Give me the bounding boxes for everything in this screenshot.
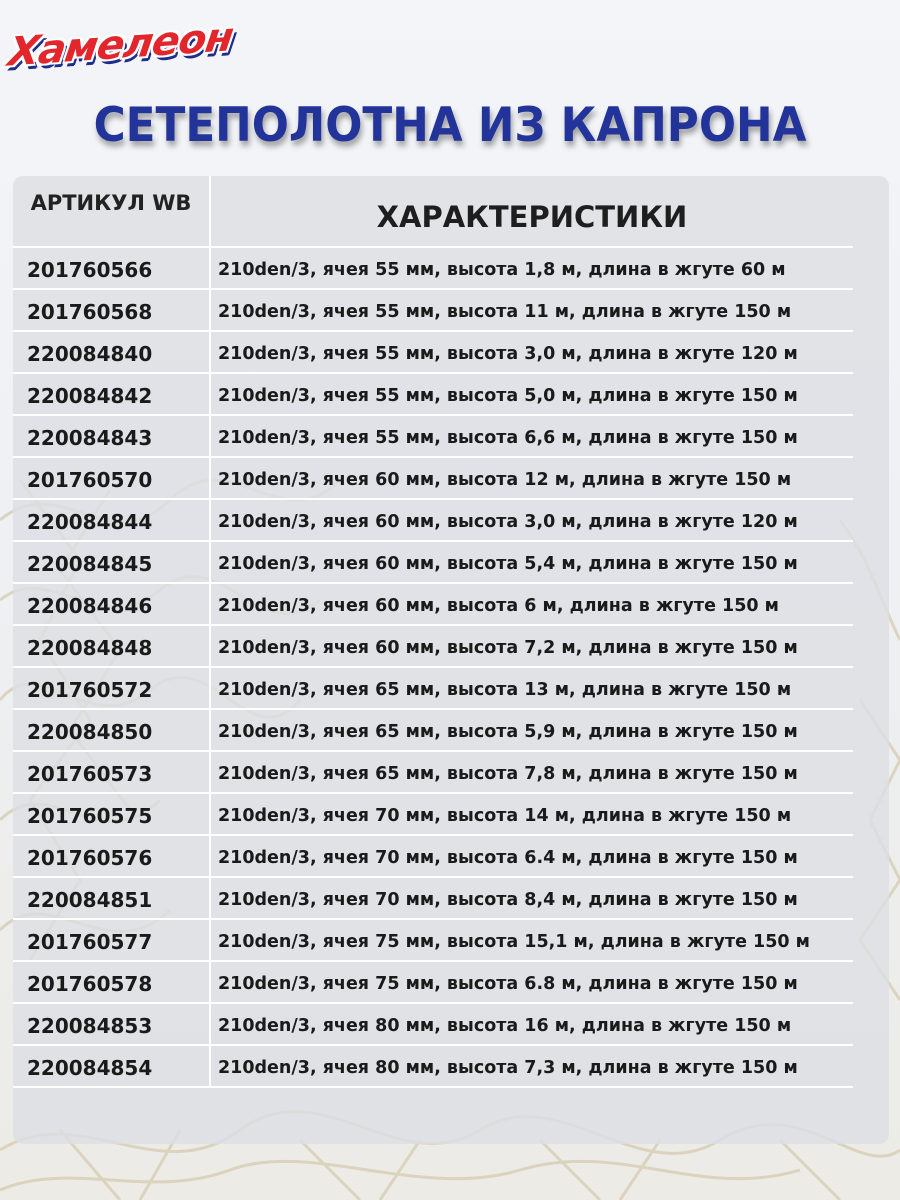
row-column-divider <box>209 836 211 876</box>
table-row <box>13 962 889 1004</box>
article-cell: 201760572 <box>27 678 153 702</box>
characteristics-cell: 210den/3, ячея 70 мм, высота 14 м, длина в жгуте 150 м <box>218 806 792 826</box>
brand-logo: Хамелеон <box>5 14 236 76</box>
article-cell: 201760577 <box>27 930 153 954</box>
table-row <box>13 668 889 710</box>
article-cell: 201760578 <box>27 972 153 996</box>
characteristics-cell: 210den/3, ячея 80 мм, высота 16 м, длина в жгуте 150 м <box>218 1016 792 1036</box>
characteristics-cell: 210den/3, ячея 55 мм, высота 1,8 м, длина в жгуте 60 м <box>218 260 786 280</box>
page-title: СЕТЕПОЛОТНА ИЗ КАПРОНА <box>93 98 807 153</box>
column-header-characteristics: ХАРАКТЕРИСТИКИ <box>376 200 688 234</box>
row-column-divider <box>209 1046 211 1086</box>
row-column-divider <box>209 794 211 834</box>
row-column-divider <box>209 668 211 708</box>
table-row <box>13 584 889 626</box>
article-cell: 220084854 <box>27 1056 153 1080</box>
article-cell: 201760570 <box>27 468 153 492</box>
article-cell: 220084851 <box>27 888 153 912</box>
characteristics-cell: 210den/3, ячея 60 мм, высота 7,2 м, длина в жгуте 150 м <box>218 638 798 658</box>
row-column-divider <box>209 416 211 456</box>
article-cell: 220084853 <box>27 1014 153 1038</box>
article-cell: 220084840 <box>27 342 153 366</box>
row-column-divider <box>209 500 211 540</box>
characteristics-cell: 210den/3, ячея 60 мм, высота 5,4 м, длина в жгуте 150 м <box>218 554 798 574</box>
row-column-divider <box>209 290 211 330</box>
table-row <box>13 878 889 920</box>
characteristics-cell: 210den/3, ячея 60 мм, высота 6 м, длина в жгуте 150 м <box>218 596 779 616</box>
article-cell: 201760576 <box>27 846 153 870</box>
table-row <box>13 626 889 668</box>
table-row <box>13 794 889 836</box>
characteristics-cell: 210den/3, ячея 55 мм, высота 5,0 м, длина в жгуте 150 м <box>218 386 798 406</box>
row-column-divider <box>209 584 211 624</box>
table-row <box>13 458 889 500</box>
article-cell: 220084844 <box>27 510 153 534</box>
article-cell: 220084845 <box>27 552 153 576</box>
characteristics-cell: 210den/3, ячея 75 мм, высота 15,1 м, длина в жгуте 150 м <box>218 932 810 952</box>
characteristics-cell: 210den/3, ячея 60 мм, высота 3,0 м, длина в жгуте 120 м <box>218 512 798 532</box>
article-cell: 220084848 <box>27 636 153 660</box>
characteristics-cell: 210den/3, ячея 80 мм, высота 7,3 м, длина в жгуте 150 м <box>218 1058 798 1078</box>
characteristics-cell: 210den/3, ячея 55 мм, высота 3,0 м, длина в жгуте 120 м <box>218 344 798 364</box>
row-column-divider <box>209 1004 211 1044</box>
row-column-divider <box>209 542 211 582</box>
table-row <box>13 836 889 878</box>
characteristics-cell: 210den/3, ячея 75 мм, высота 6.8 м, длина в жгуте 150 м <box>218 974 798 994</box>
characteristics-cell: 210den/3, ячея 55 мм, высота 11 м, длина в жгуте 150 м <box>218 302 792 322</box>
table-row <box>13 248 889 290</box>
table-row <box>13 1004 889 1046</box>
article-cell: 201760568 <box>27 300 153 324</box>
table-row <box>13 710 889 752</box>
row-column-divider <box>209 710 211 750</box>
table-row <box>13 542 889 584</box>
characteristics-cell: 210den/3, ячея 65 мм, высота 7,8 м, длина в жгуте 150 м <box>218 764 798 784</box>
row-column-divider <box>209 752 211 792</box>
characteristics-cell: 210den/3, ячея 65 мм, высота 5,9 м, длина в жгуте 150 м <box>218 722 798 742</box>
characteristics-cell: 210den/3, ячея 65 мм, высота 13 м, длина в жгуте 150 м <box>218 680 792 700</box>
table-body <box>13 248 889 1088</box>
row-column-divider <box>209 332 211 372</box>
table-row <box>13 290 889 332</box>
row-column-divider <box>209 458 211 498</box>
characteristics-cell: 210den/3, ячея 55 мм, высота 6,6 м, длина в жгуте 150 м <box>218 428 798 448</box>
row-column-divider <box>209 878 211 918</box>
article-cell: 201760575 <box>27 804 153 828</box>
characteristics-cell: 210den/3, ячея 60 мм, высота 12 м, длина в жгуте 150 м <box>218 470 792 490</box>
row-column-divider <box>209 920 211 960</box>
article-cell: 220084846 <box>27 594 153 618</box>
column-header-article: АРТИКУЛ WB <box>30 191 192 215</box>
table-row <box>13 332 889 374</box>
article-cell: 201760566 <box>27 258 153 282</box>
characteristics-cell: 210den/3, ячея 70 мм, высота 8,4 м, длина в жгуте 150 м <box>218 890 798 910</box>
article-cell: 220084842 <box>27 384 153 408</box>
row-column-divider <box>209 248 211 288</box>
article-cell: 220084850 <box>27 720 153 744</box>
row-column-divider <box>209 962 211 1002</box>
table-row <box>13 374 889 416</box>
article-cell: 201760573 <box>27 762 153 786</box>
table-row <box>13 500 889 542</box>
article-cell: 220084843 <box>27 426 153 450</box>
table-row <box>13 752 889 794</box>
table-row <box>13 920 889 962</box>
row-column-divider <box>209 626 211 666</box>
row-column-divider <box>209 374 211 414</box>
table-row <box>13 416 889 458</box>
table-row <box>13 1046 889 1088</box>
characteristics-cell: 210den/3, ячея 70 мм, высота 6.4 м, длина в жгуте 150 м <box>218 848 798 868</box>
